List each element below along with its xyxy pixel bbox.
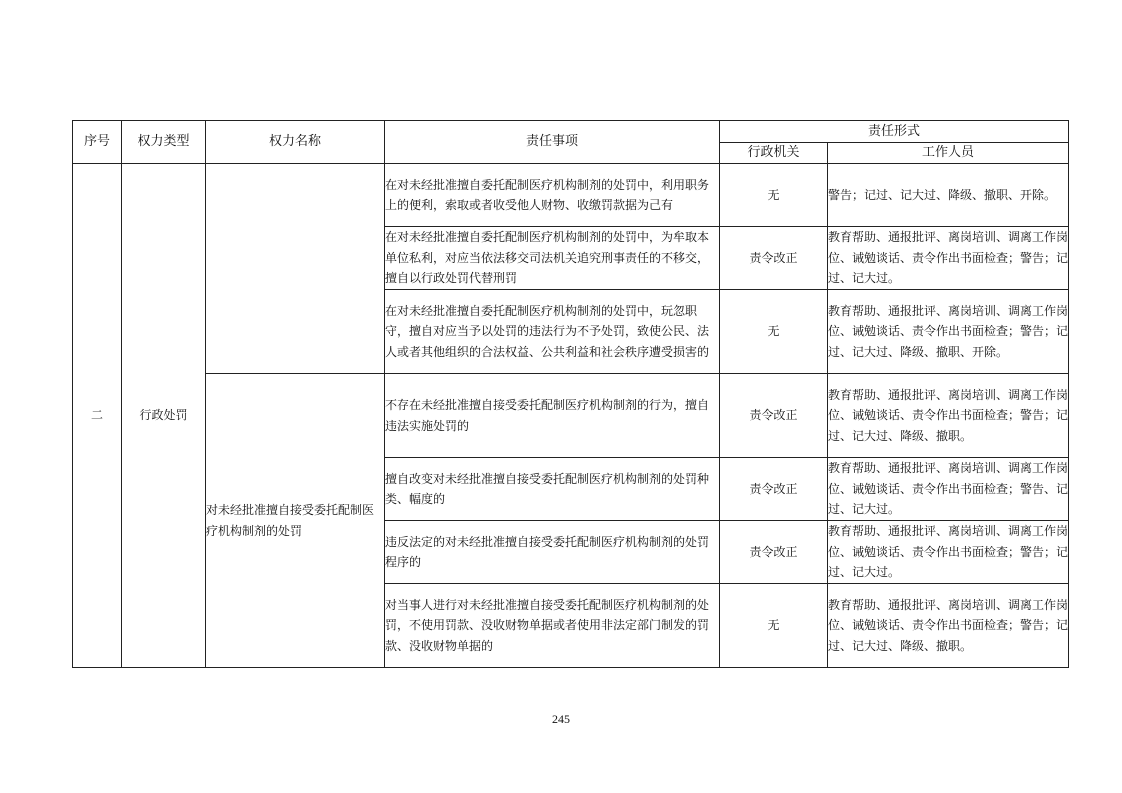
agency-cell: 无 (720, 290, 828, 374)
matter-cell: 擅自改变对未经批准擅自接受委托配制医疗机构制剂的处罚种类、幅度的 (385, 458, 720, 521)
header-power-type: 权力类型 (122, 121, 206, 164)
header-row (73, 121, 1069, 143)
staff-cell: 教育帮助、通报批评、离岗培训、调离工作岗位、诫勉谈话、责令作出书面检查；警告；记过、记大过、降级、撤职、开除。 (828, 290, 1069, 374)
power-name-cell: 对未经批准擅自接受委托配制医疗机构制剂的处罚 (206, 374, 385, 668)
staff-cell: 警告；记过、记大过、降级、撤职、开除。 (828, 164, 1069, 227)
agency-cell: 无 (720, 164, 828, 227)
matter-cell: 违反法定的对未经批准擅自接受委托配制医疗机构制剂的处罚程序的 (385, 521, 720, 584)
agency-cell: 责令改正 (720, 458, 828, 521)
header-forms: 责任形式 (720, 121, 1069, 143)
staff-cell: 教育帮助、通报批评、离岗培训、调离工作岗位、诫勉谈话、责令作出书面检查；警告、记过、记大过。 (828, 458, 1069, 521)
power-type-cell: 行政处罚 (122, 164, 206, 668)
matter-cell: 在对未经批准擅自委托配制医疗机构制剂的处罚中，玩忽职守，擅自对应当予以处罚的违法行为不予处罚，致使公民、法人或者其他组织的合法权益、公共利益和社会秩序遭受损害的 (385, 290, 720, 374)
matter-cell: 对当事人进行对未经批准擅自接受委托配制医疗机构制剂的处罚，不使用罚款、没收财物单据或者使用非法定部门制发的罚款、没收财物单据的 (385, 584, 720, 668)
matter-cell: 在对未经批准擅自委托配制医疗机构制剂的处罚中，利用职务上的便利，索取或者收受他人财物、收缴罚款据为己有 (385, 164, 720, 227)
staff-cell: 教育帮助、通报批评、离岗培训、调离工作岗位、诫勉谈话、责令作出书面检查；警告；记过、记大过。 (828, 521, 1069, 584)
header-power-name: 权力名称 (206, 121, 385, 164)
staff-cell: 教育帮助、通报批评、离岗培训、调离工作岗位、诫勉谈话、责令作出书面检查；警告；记过、记大过、降级、撤职。 (828, 584, 1069, 668)
agency-cell: 无 (720, 584, 828, 668)
seq-cell: 二 (73, 164, 122, 668)
header-seq: 序号 (73, 121, 122, 164)
matter-cell: 在对未经批准擅自委托配制医疗机构制剂的处罚中，为牟取本单位私利，对应当依法移交司法机关追究刑事责任的不移交，擅自以行政处罚代替刑罚 (385, 227, 720, 290)
header-agency: 行政机关 (720, 143, 828, 164)
table-row (73, 374, 1069, 458)
staff-cell: 教育帮助、通报批评、离岗培训、调离工作岗位、诫勉谈话、责令作出书面检查；警告；记过、记大过。 (828, 227, 1069, 290)
responsibility-table (72, 120, 1069, 668)
staff-cell: 教育帮助、通报批评、离岗培训、调离工作岗位、诫勉谈话、责令作出书面检查；警告；记过、记大过、降级、撤职。 (828, 374, 1069, 458)
table-row (73, 164, 1069, 227)
page-number: 245 (552, 712, 570, 726)
header-matters: 责任事项 (385, 121, 720, 164)
power-name-empty-cell (206, 164, 385, 374)
matter-cell: 不存在未经批准擅自接受委托配制医疗机构制剂的行为，擅自违法实施处罚的 (385, 374, 720, 458)
agency-cell: 责令改正 (720, 227, 828, 290)
agency-cell: 责令改正 (720, 374, 828, 458)
header-staff: 工作人员 (828, 143, 1069, 164)
agency-cell: 责令改正 (720, 521, 828, 584)
